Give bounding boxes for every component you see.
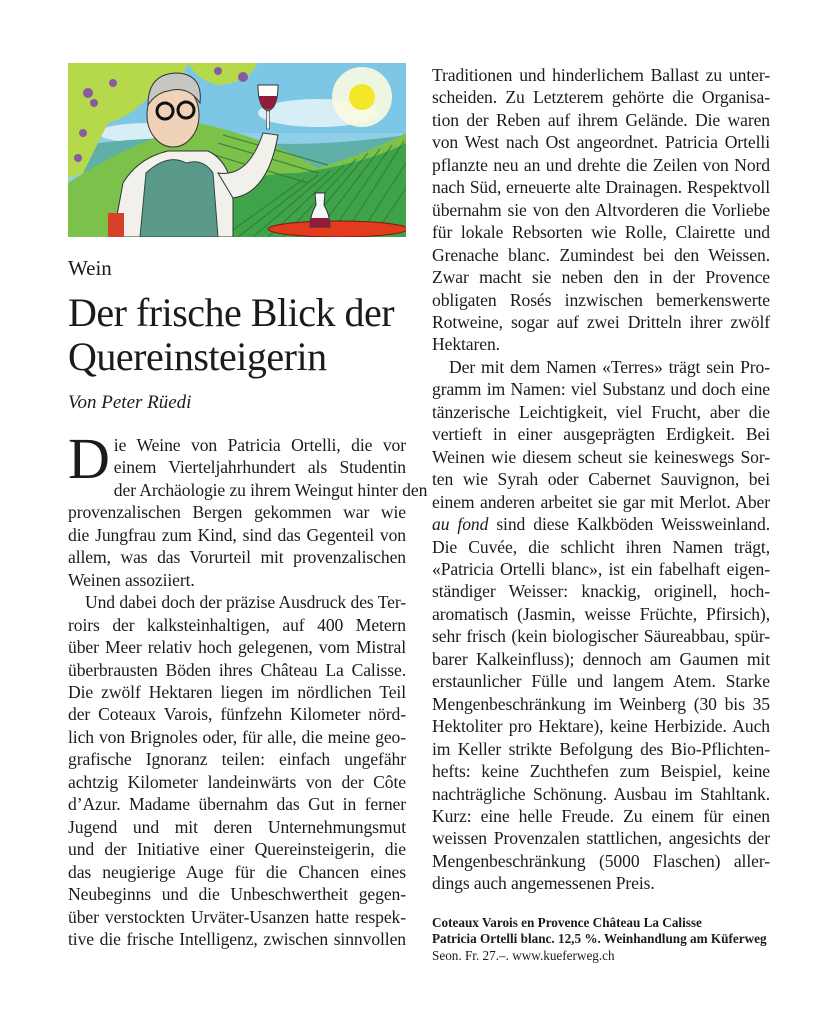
text-line: der Archäologie zu ihrem Weingut hinter den	[113, 479, 428, 500]
text-line: allem, was das Vorurteil mit provenzalischen	[68, 547, 406, 568]
article-body-right	[432, 64, 770, 895]
text-line: Mengenbeschränkung (5000 Flaschen) aller-	[432, 850, 770, 871]
text-line: grafische Ignoranz teilen: einfach ungefähr	[68, 749, 406, 770]
text-line: tion der Reben auf ihrem Gelände. Die waren	[432, 109, 770, 130]
illustration-graphic	[68, 63, 406, 237]
italic-phrase: au fond	[432, 514, 489, 535]
text-line: achtzig Kilometer landeinwärts von der Côte	[68, 771, 406, 792]
text-line: über verstockten Urväter-Usanzen hatte respek-	[68, 906, 406, 927]
text-line: die Jungfrau zum Kind, sind das Gegenteil von	[68, 524, 406, 545]
drop-cap: D	[68, 426, 110, 491]
text-line: Hektaren.	[432, 334, 500, 355]
text-line: das neugierige Auge für die Chancen eines	[68, 861, 406, 882]
article-body-left	[68, 426, 428, 950]
text-line: Die zwölf Hektaren liegen im nördlichen Teil	[68, 681, 406, 702]
text-line: Traditionen und hinderlichem Ballast zu unter-	[432, 65, 770, 85]
text-fragment: sind diese Kalkböden Weissweinland.	[496, 514, 770, 535]
text-line: im Keller strikte Befolgung des Bio-Pflichten-	[432, 738, 770, 759]
text-line: Und dabei doch der präzise Ausdruck des Ter-	[85, 592, 406, 613]
text-line: pflanzte neu an und drehte die Zeilen von Nord	[432, 154, 770, 175]
headline-line-2: Quereinsteigerin	[68, 334, 327, 379]
left-column	[68, 63, 428, 950]
text-line: nach Süd, erneuerte alte Drainagen. Respektvoll	[432, 177, 770, 198]
text-line: scheiden. Zu Letzterem gehörte die Organisa-	[432, 87, 770, 108]
text-line: und der Initiative einer Quereinsteigerin, die	[68, 839, 406, 860]
text-line: Hektoliter pro Hektare), keine Herbizide. Auch	[432, 716, 770, 737]
text-line: Rotweine, sogar auf zwei Dritteln ihrer zwölf	[432, 311, 770, 332]
info-line-1: Coteaux Varois en Provence Château La Calisse	[432, 914, 702, 930]
section-rubric: Wein	[68, 256, 112, 280]
text-line: der Coteaux Varois, fünfzehn Kilometer nörd-	[68, 704, 406, 725]
text-line: Mengenbeschränkung im Weinberg (30 bis 35	[432, 693, 770, 714]
text-line: Neubeginns und die Unbeschwertheit gegen-	[68, 884, 406, 905]
text-line: Kurz: eine helle Freude. Zu einem für einen	[432, 805, 770, 826]
text-line: dings auch angemessenen Preis.	[432, 873, 655, 894]
text-line: vertieft in einer ausgeprägten Erdigkeit. Bei	[432, 424, 770, 445]
text-line: überbrausten Böden ihres Château La Calisse.	[68, 659, 406, 680]
text-line: d’Azur. Madame übernahm das Gut in ferner	[68, 794, 406, 815]
text-line: übernahm sie von den Altvorderen die Vorliebe	[432, 199, 770, 220]
article-headline	[68, 291, 406, 379]
text-line: einem Vierteljahrhundert als Studentin	[113, 457, 406, 478]
text-line: von West nach Ost angeordnet. Patricia Ortelli	[432, 132, 770, 153]
text-line: Die Cuvée, die schlicht ihren Namen trägt,	[432, 536, 770, 557]
text-line: nachträgliche Schönung. Ausbau im Stahltank.	[432, 783, 770, 804]
text-line: über Meer relativ hoch gelegenen, vom Mistral	[68, 637, 406, 658]
text-line: Grenache blanc. Zumindest bei den Weissen.	[432, 244, 770, 265]
text-line: ie Weine von Patricia Ortelli, die vor	[113, 435, 406, 455]
text-line: weissen Provenzalen stattlichen, angesichts der	[432, 828, 770, 849]
byline: Von Peter Rüedi	[68, 392, 192, 413]
text-line: sehr frisch (kein biologischer Säureabbau, spür-	[432, 626, 770, 647]
text-line: ständiger Weisser: knackig, originell, hoch-	[432, 581, 770, 602]
text-line: erstaunlicher Fülle und langem Atem. Starke	[432, 671, 770, 692]
info-line-3: Seon. Fr. 27.–. www.kueferweg.ch	[432, 947, 615, 963]
text-line: einem anderen arbeitet sie gar mit Merlot. Aber	[432, 491, 770, 512]
text-line: provenzalischen Bergen gekommen war wie	[68, 502, 406, 523]
info-line-2: Patricia Ortelli blanc. 12,5 %. Weinhandlung am Küferweg	[432, 931, 767, 947]
text-line: Weinen assoziiert.	[68, 569, 195, 590]
text-line: für lokale Rebsorten wie Rolle, Clairette und	[432, 222, 770, 243]
text-line: «Patricia Ortelli blanc», ist ein fabelhaft eigen-	[432, 558, 770, 579]
text-line: Zwar macht sie neben den in der Provence	[432, 267, 770, 288]
text-line: obligaten Rosés inzwischen bemerkenswerte	[432, 289, 770, 310]
text-line: aromatisch (Jasmin, weisse Früchte, Pfirsich),	[432, 603, 770, 624]
text-line: gramm im Namen: viel Substanz und doch eine	[432, 379, 770, 400]
wine-illustration	[68, 63, 406, 237]
text-line: hefts: keine Zuchthefen zum Beispiel, keine	[432, 761, 770, 782]
headline-line-1: Der frische Blick der	[68, 290, 395, 335]
text-line: roirs der kalksteinhaltigen, auf 400 Metern	[68, 614, 406, 635]
text-line: Der mit dem Namen «Terres» trägt sein Pro-	[449, 356, 770, 377]
text-line: tänzerische Leichtigkeit, viel Frucht, aber die	[432, 401, 770, 422]
text-line-with-italic	[432, 513, 770, 535]
wine-info-box	[432, 915, 770, 965]
text-line: Weinen wie diesem scheut sie keineswegs Sor-	[432, 446, 770, 467]
text-line: lich von Brignoles oder, für alle, die meine geo-	[68, 726, 406, 747]
text-line: Jugend und mit deren Unternehmungsmut	[68, 816, 406, 837]
right-column	[432, 64, 770, 964]
text-line: tive die frische Intelligenz, zwischen sinnvollen	[68, 928, 406, 949]
text-line: ten wie Syrah oder Cabernet Sauvignon, bei	[432, 469, 770, 490]
text-line: barer Kalkeinfluss); dennoch am Gaumen mit	[432, 648, 770, 669]
